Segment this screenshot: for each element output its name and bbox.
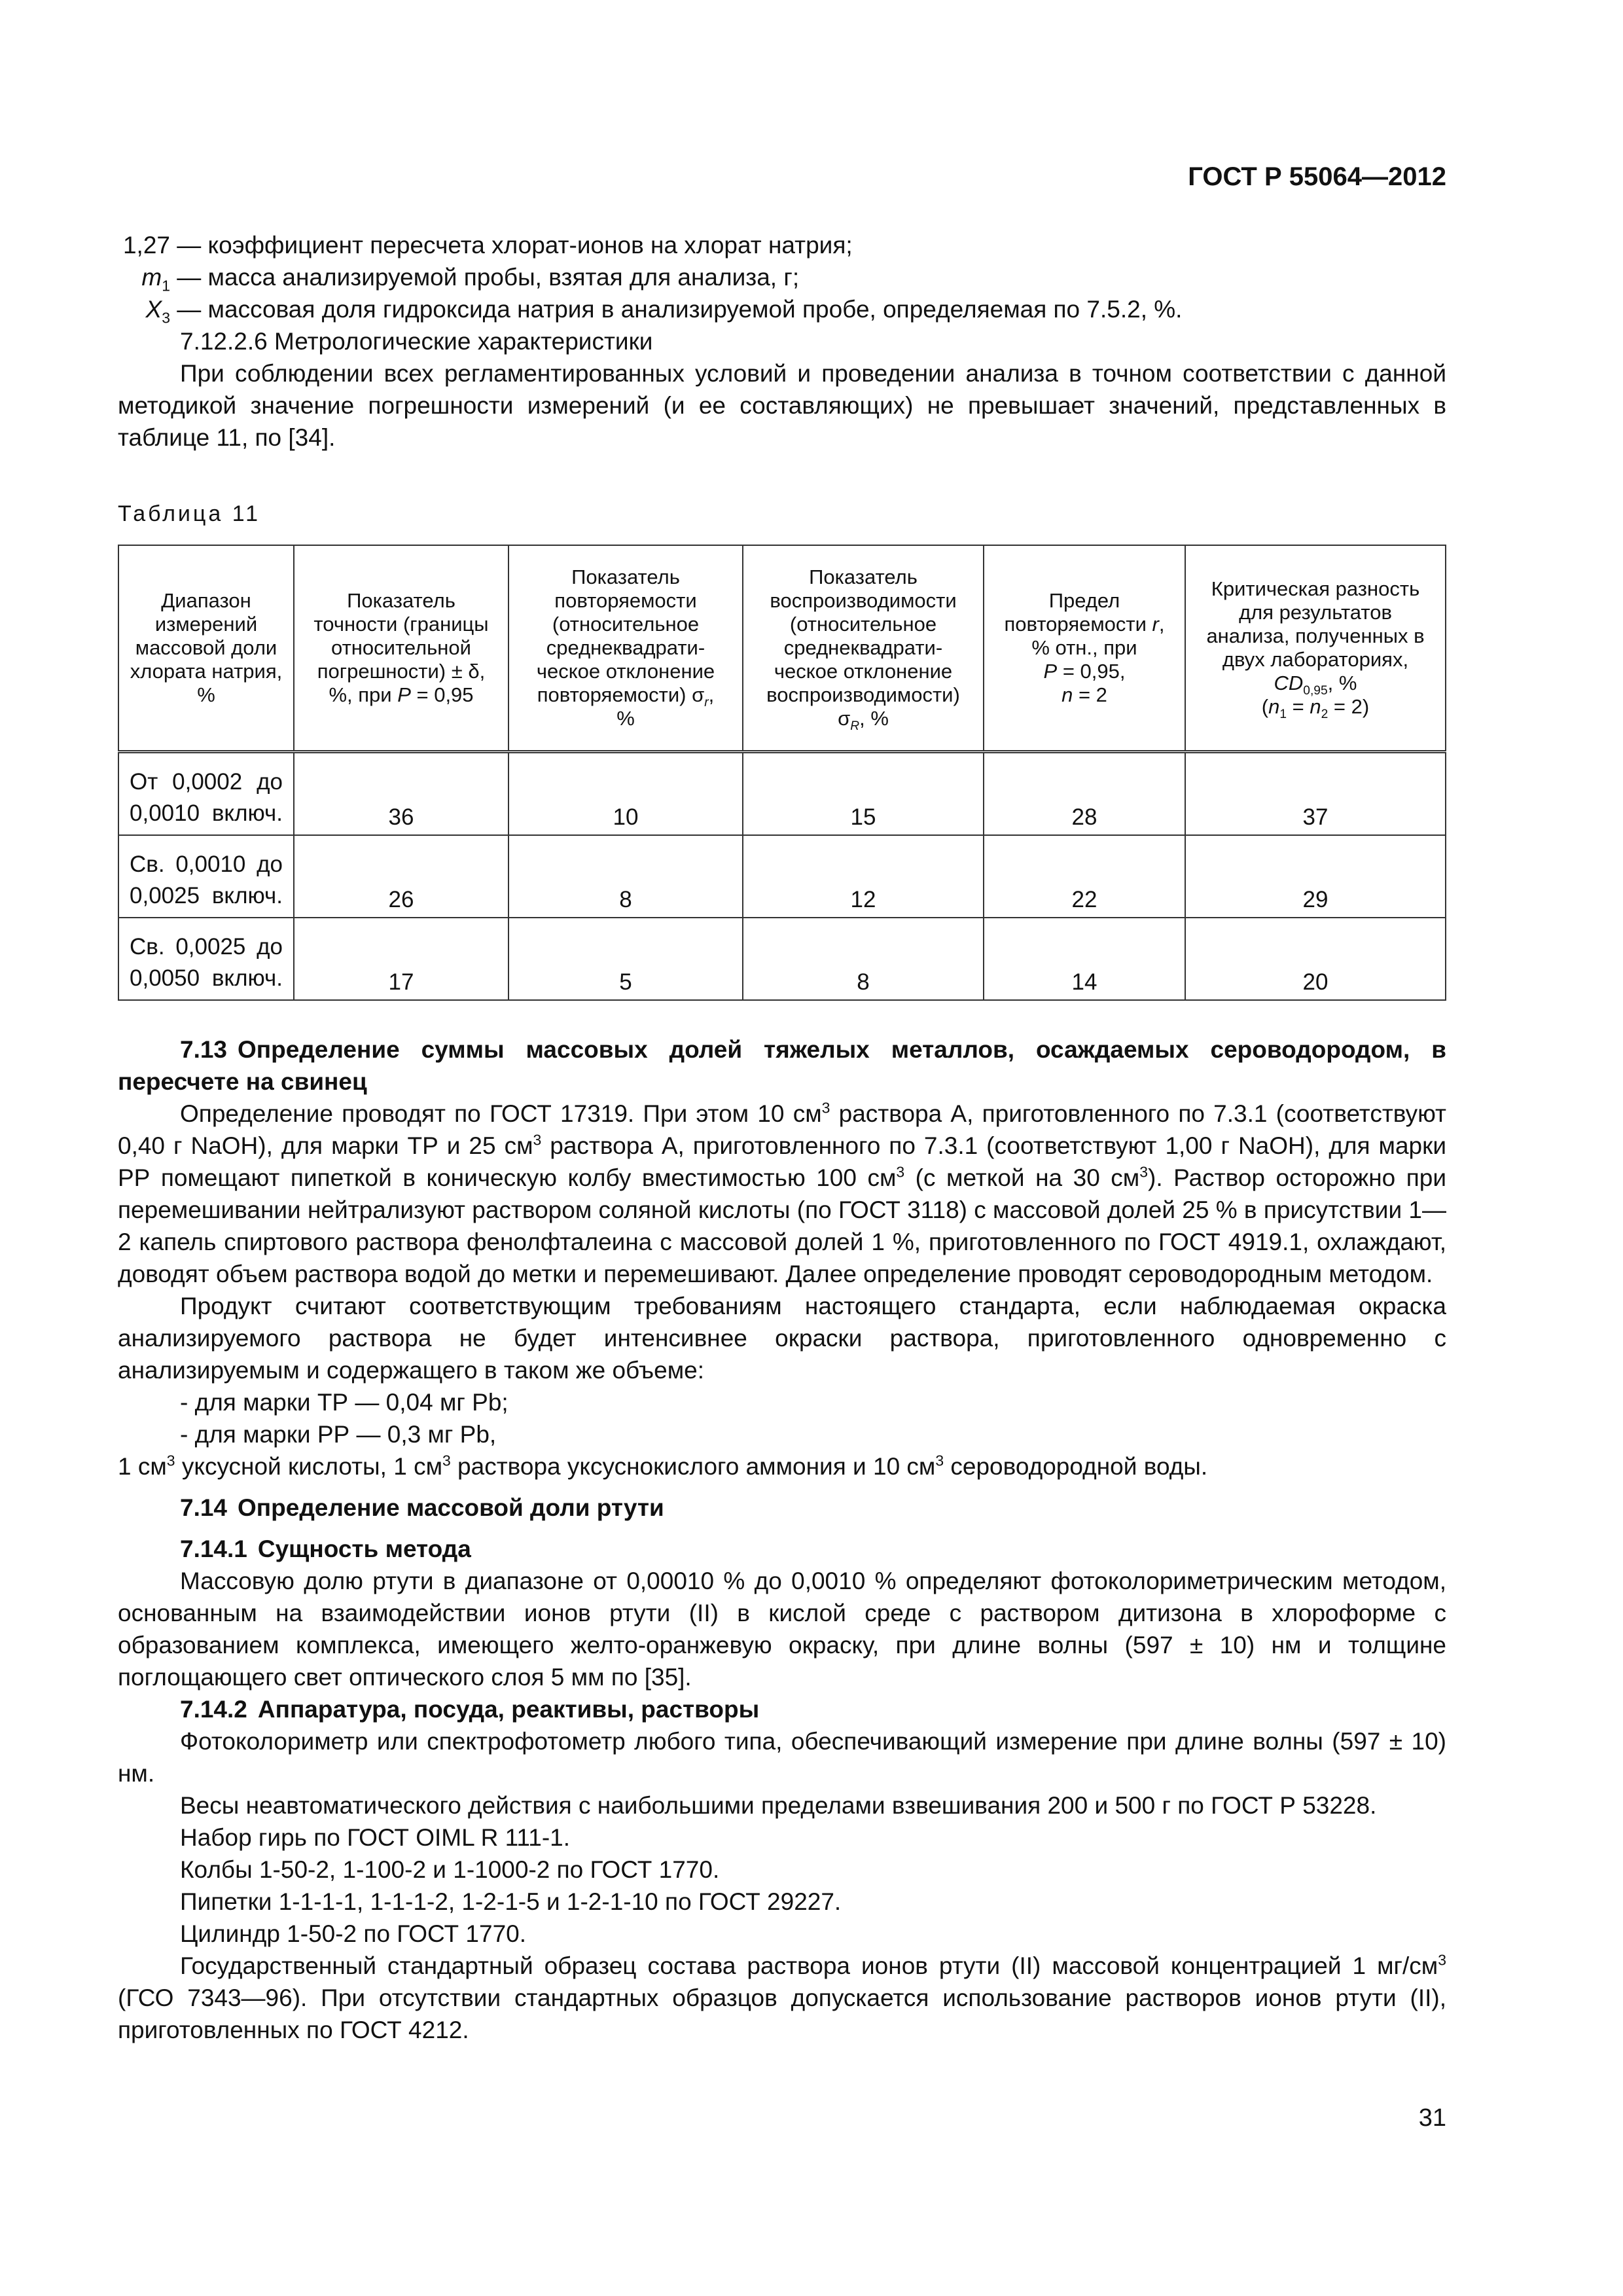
equipment-item: Весы неавтоматического действия с наибольшими пределами взвешивания 200 и 500 г по ГОСТ Р 53228. [180,1792,1377,1819]
value-cell: 22 [984,835,1185,918]
table-caption: Таблица 11 [118,501,261,526]
value-cell: 8 [743,918,984,1000]
paragraph-7-13-criteria: Продукт считают соответствующим требованиям настоящего стандарта, если наблюдаемая окраска анализируемого раствора не будет интенсивнее окраски раствора, приготовленного одновременно с анализируемым и содержащего в таком же объеме: [118,1293,1446,1384]
range-cell: От 0,0002 до 0,0010 включ. [118,752,294,836]
header-reproducibility: Показатель воспроизводимости (относительное среднеквадрати- ческое отклонение воспроизводимости) $\sigma_R$, % [743,545,984,752]
definition-text: — массовая доля гидроксида натрия в анализируемой пробе, определяемая по 7.5.2, %. [170,296,1183,323]
table-row [118,752,1446,836]
definition-text: — масса анализируемой пробы, взятая для анализа, г; [170,264,800,291]
value-cell: 8 [508,835,743,918]
subsection-title-7-12-2-6: 7.12.2.6 Метрологические характеристики [180,328,653,355]
equipment-item: Государственный стандартный образец состава раствора ионов ртути (II) массовой концентрацией 1 $мг/см^3$ (ГСО 7343—96). При отсутствии стандартных образцов допускается использование растворов ионов ртути (II), приготовленных по ГОСТ 4212. [118,1951,1446,2043]
header-repeatability: Показатель повторяемости (относительное среднеквадрати- ческое отклонение повторяемости) $\sigma_r$, % [508,545,743,752]
list-item: - для марки РР — 0,3 мг Pb, [180,1421,497,1448]
paragraph-7-13-reagents: 1 $см^3$ уксусной кислоты, 1 $см^3$ раствора уксуснокислого аммония и 10 $см^3$ сероводородной воды. [118,1452,1208,1480]
header-repeatability-limit: Предел повторяемости r, % отн., при P = 0,95, n = 2 [984,545,1185,752]
value-cell: 14 [984,918,1185,1000]
definition-symbol: $X_3$ [145,296,170,327]
section-heading-7-14-1: 7.14.1 Сущность метода [180,1535,471,1562]
range-cell: Св. 0,0025 до 0,0050 включ. [118,918,294,1000]
value-cell: 15 [743,752,984,836]
page-content [118,229,1446,2046]
list-item: - для марки ТР — 0,04 мг Pb; [180,1389,508,1416]
header-range: Диапазон измерений массовой доли хлората натрия, % [118,545,294,752]
header-accuracy: Показатель точности (границы относительной погрешности) ± δ, %, при P = 0,95 [294,545,508,752]
value-cell: 37 [1185,752,1446,836]
table-row [118,835,1446,918]
page-number: 31 [1418,2104,1446,2132]
value-cell: 26 [294,835,508,918]
table-row [118,918,1446,1000]
definition-coefficient [118,229,1446,261]
equipment-item: Набор гирь по ГОСТ OIML R 111-1. [180,1824,571,1851]
value-cell: 36 [294,752,508,836]
definition-mass [118,261,1446,293]
value-cell: 28 [984,752,1185,836]
definition-symbol: 1,27 [122,232,170,259]
equipment-item: Пипетки 1-1-1-1, 1-1-1-2, 1-2-1-5 и 1-2-1-10 по ГОСТ 29227. [180,1888,842,1915]
value-cell: 12 [743,835,984,918]
definition-text: — коэффициент пересчета хлорат-ионов на хлорат натрия; [170,232,853,259]
table-header-row [118,545,1446,752]
definition-naoh-fraction [118,293,1446,325]
equipment-item: Фотоколориметр или спектрофотометр любого типа, обеспечивающий измерение при длине волны (597 ± 10) нм. [118,1728,1446,1787]
definition-symbol: $m_1$ [141,264,170,295]
section-heading-7-14-2: 7.14.2 Аппаратура, посуда, реактивы, растворы [180,1696,760,1723]
range-cell: Св. 0,0010 до 0,0025 включ. [118,835,294,918]
value-cell: 10 [508,752,743,836]
document-header: ГОСТ Р 55064—2012 [1188,162,1446,191]
paragraph-7-13-method: Определение проводят по ГОСТ 17319. При этом 10 $см^3$ раствора А, приготовленного по 7.3.1 (соответствуют 0,40 г NaOH), для марки ТР и 25 $см^3$ раствора А, приготовленного по 7.3.1 (соответствуют 1,00 г NaOH), для марки РР помещают пипеткой в коническую колбу вместимостью 100 $см^3$ (с меткой на 30 $см^3$). Раствор осторожно при перемешивании нейтрализуют раствором соляной кислоты (по ГОСТ 3118) с массовой долей 25 % в присутствии 1—2 капель спиртового раствора фенолфталеина с массовой долей 1 %, приготовленного по ГОСТ 4919.1, охлаждают, доводят объем раствора водой до метки и перемешивают. Далее определение проводят сероводородным методом. [118,1099,1447,1287]
paragraph-metrology: При соблюдении всех регламентированных условий и проведении анализа в точном соответствии с данной методикой значение погрешности измерений (и ее составляющих) не превышает значений, представленных в таблице 11, по [34]. [118,360,1446,451]
equipment-item: Цилиндр 1-50-2 по ГОСТ 1770. [180,1920,527,1947]
value-cell: 5 [508,918,743,1000]
value-cell: 29 [1185,835,1446,918]
value-cell: 17 [294,918,508,1000]
paragraph-7-14-1: Массовую долю ртути в диапазоне от 0,00010 % до 0,0010 % определяют фотоколориметрическим методом, основанным на взаимодействии ионов ртути (II) в кислой среде с раствором дитизона в хлороформе с образованием комплекса, имеющего желто-оранжевую окраску, при длине волны (597 ± 10) нм и толщине поглощающего свет оптического слоя 5 мм по [35]. [118,1568,1446,1691]
equipment-item: Колбы 1-50-2, 1-100-2 и 1-1000-2 по ГОСТ 1770. [180,1856,720,1883]
value-cell: 20 [1185,918,1446,1000]
section-heading-7-14: 7.14 Определение массовой доли ртути [180,1494,664,1521]
section-heading-7-13: 7.13 Определение суммы массовых долей тяжелых металлов, осаждаемых сероводородом, в пересчете на свинец [118,1036,1446,1095]
header-critical-difference: Критическая разность для результатов анализа, полученных в двух лабораториях, $CD_{0,95}$, % $(n_1 = n_2 = 2)$ [1185,545,1446,752]
metrology-table [118,545,1446,1001]
